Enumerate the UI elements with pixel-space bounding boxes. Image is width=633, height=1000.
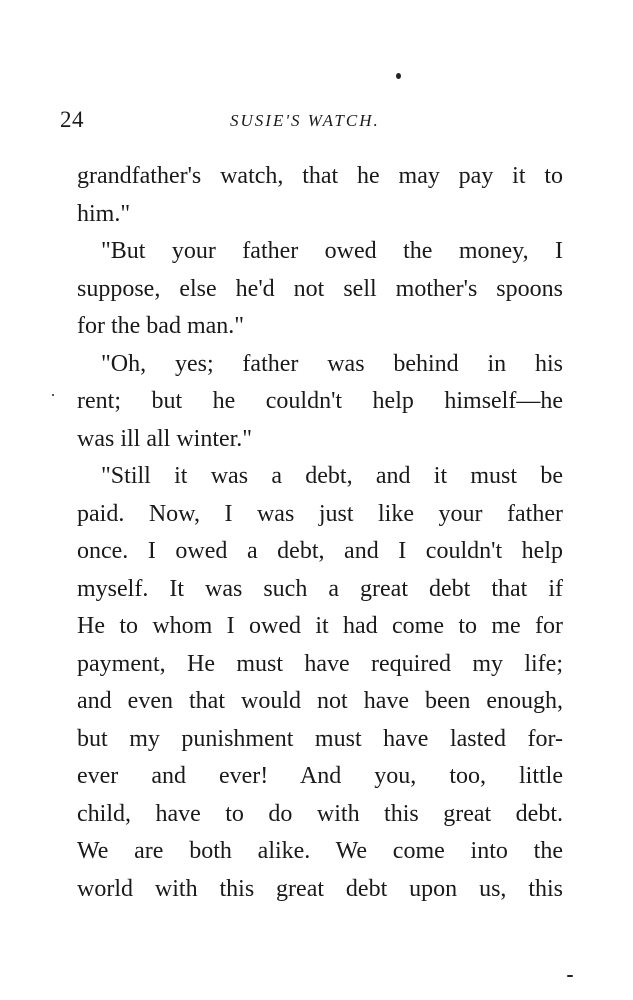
ink-speck-bottom [567, 975, 573, 977]
ink-speck-margin [52, 394, 54, 396]
text-line: "Oh, yes; father was behind in his [101, 350, 563, 377]
text-line: rent; but he couldn't help himself—he [77, 388, 563, 414]
text-line: "But your father owed the money, I [101, 238, 563, 264]
text-line: world with this great debt upon us, this [77, 875, 563, 902]
text-line: once. I owed a debt, and I couldn't help [77, 538, 563, 564]
text-line: but my punishment must have lasted for- [77, 725, 563, 752]
text-line: He to whom I owed it had come to me for [77, 613, 563, 639]
text-line: him." [77, 200, 131, 227]
page-number: 24 [60, 107, 84, 132]
text-line: payment, He must have required my life; [77, 650, 563, 677]
text-line: and even that would not have been enough, [77, 688, 563, 714]
text-line: ever and ever! And you, too, little [77, 763, 563, 789]
text-line: for the bad man." [77, 313, 245, 339]
text-line: suppose, else he'd not sell mother's spoons [77, 275, 563, 302]
text-line: was ill all winter." [77, 425, 253, 452]
text-line: paid. Now, I was just like your father [77, 500, 563, 527]
text-line: myself. It was such a great debt that if [77, 575, 563, 602]
text-line: grandfather's watch, that he may pay it to [77, 163, 563, 189]
running-title: SUSIE'S WATCH. [230, 111, 380, 130]
running-head [60, 107, 560, 137]
ink-speck-top [396, 73, 401, 79]
text-line: We are both alike. We come into the [77, 838, 563, 864]
body-text [77, 158, 563, 908]
text-line: "Still it was a debt, and it must be [101, 463, 563, 489]
text-line: child, have to do with this great debt. [77, 800, 563, 827]
